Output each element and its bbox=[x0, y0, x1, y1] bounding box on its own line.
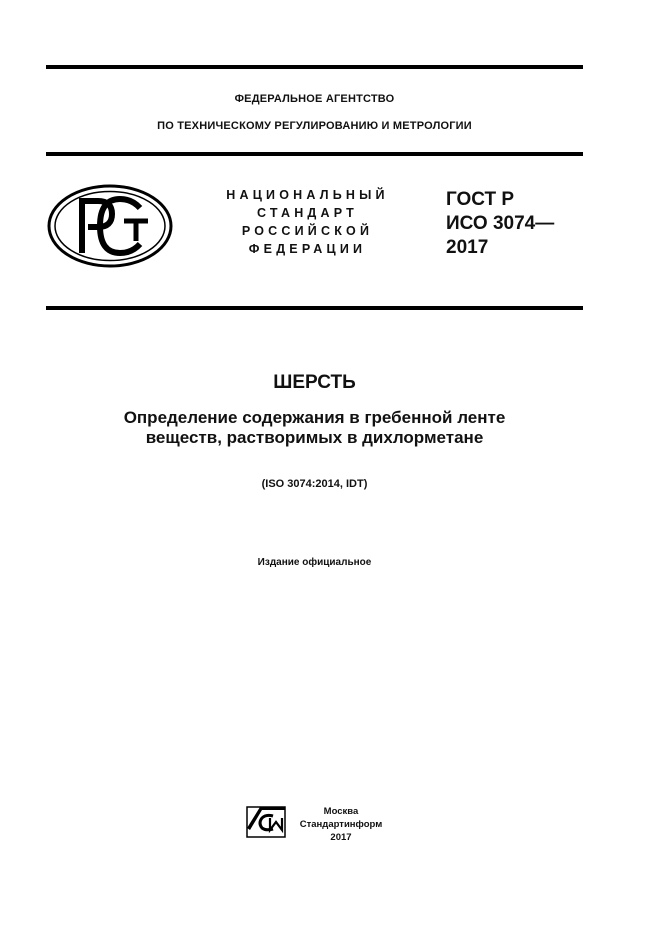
standartinform-logo-icon bbox=[246, 806, 286, 838]
designation-line-3: 2017 bbox=[446, 237, 489, 258]
iso-reference: (ISO 3074:2014, IDT) bbox=[261, 478, 368, 490]
top-rule bbox=[46, 65, 583, 69]
header-rule bbox=[46, 152, 583, 156]
edition-label: Издание официальное bbox=[257, 557, 372, 568]
agency-line-1: ФЕДЕРАЛЬНОЕ АГЕНТСТВО bbox=[234, 93, 395, 105]
standard-block-rule bbox=[46, 306, 583, 310]
designation-line-2: ИСО 3074— bbox=[446, 213, 555, 234]
national-standard-line-4: ФЕДЕРАЦИИ bbox=[248, 242, 367, 256]
national-standard-line-2: СТАНДАРТ bbox=[257, 206, 358, 220]
publisher-year: 2017 bbox=[330, 832, 352, 843]
publisher-city: Москва bbox=[323, 806, 359, 817]
rst-certification-mark-icon bbox=[46, 183, 174, 269]
national-standard-line-1: НАЦИОНАЛЬНЫЙ bbox=[226, 188, 389, 202]
document-title: ШЕРСТЬ bbox=[273, 372, 356, 393]
document-subtitle-line-1: Определение содержания в гребенной ленте bbox=[123, 408, 506, 427]
designation-line-1: ГОСТ Р bbox=[446, 189, 515, 210]
national-standard-line-3: РОССИЙСКОЙ bbox=[241, 224, 374, 238]
document-subtitle-line-2: веществ, растворимых в дихлорметане bbox=[145, 428, 484, 447]
agency-line-2: ПО ТЕХНИЧЕСКОМУ РЕГУЛИРОВАНИЮ И МЕТРОЛОГИИ bbox=[157, 120, 472, 132]
publisher-name: Стандартинформ bbox=[299, 819, 383, 830]
